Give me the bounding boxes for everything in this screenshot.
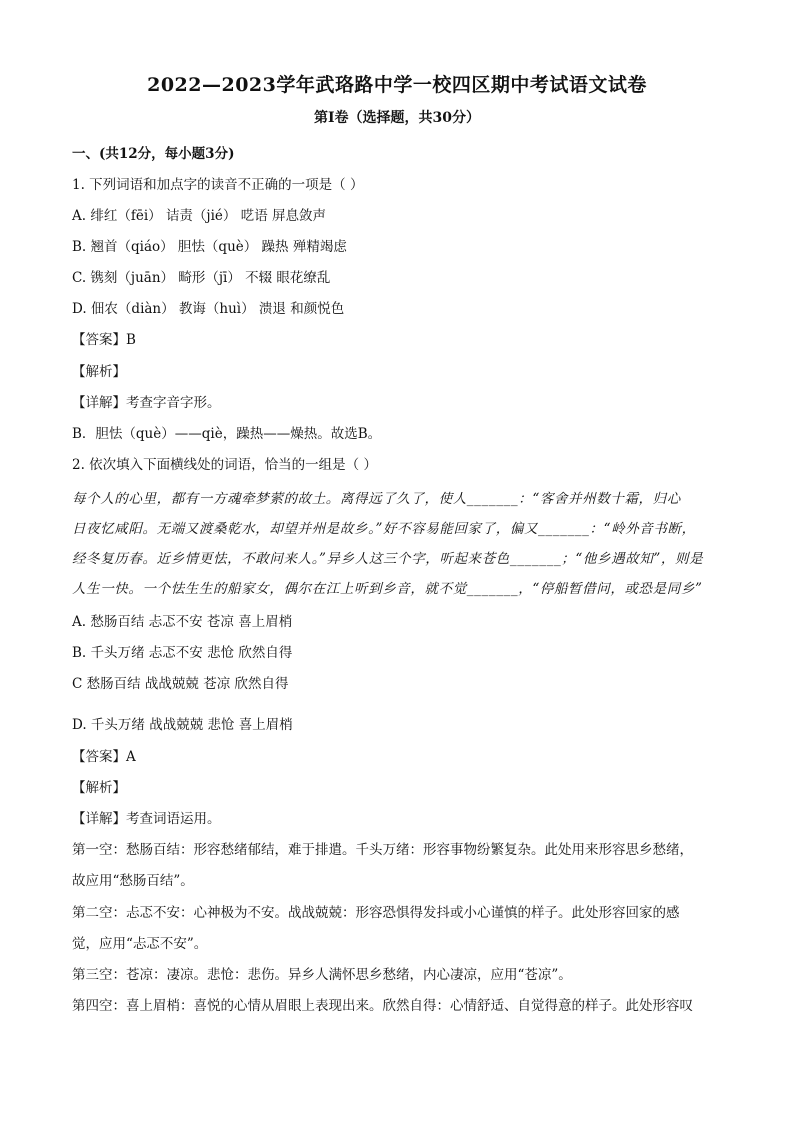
section-subtitle: 第Ⅰ卷（选择题，共30分） [313,110,481,126]
q1-option-d: D. 佃农（diàn） 教诲（huì） 溃退 和颜悦色 [72,301,345,317]
q2-detail: 【详解】考查词语运用。 [72,811,221,827]
q2-option-c: C 愁肠百结 战战兢兢 苍凉 欣然自得 [72,676,289,692]
q1-stem: 1. 下列词语和加点字的读音不正确的一项是（ ） [72,177,364,193]
q2-explanation-line: 第四空：喜上眉梢：喜悦的心情从眉眼上表现出来。欣然自得：心情舒适、自觉得意的样子。此处形容叹 [72,998,693,1014]
q2-explanation-line: 第二空：忐忑不安：心神极为不安。战战兢兢：形容恐惧得发抖或小心谨慎的样子。此处形容回家的感 [72,905,680,921]
q1-analysis: 【解析】 [72,364,126,380]
q1-option-b: B. 翘首（qiáo） 胆怯（què） 躁热 殚精竭虑 [72,239,347,255]
q2-explanation-line: 第一空：愁肠百结：形容愁绪郁结，难于排遣。千头万绪：形容事物纷繁复杂。此处用来形容思乡愁绪， [72,842,693,858]
q1-detail: 【详解】考查字音字形。 [72,395,221,411]
q2-passage-line: 每个人的心里，都有一方魂牵梦萦的故土。离得远了久了，使人_______：“客舍并州数十霜，归心 [72,491,681,507]
q2-analysis: 【解析】 [72,780,126,796]
q2-passage-line: 经冬复历春。近乡情更怯，不敢问来人。”异乡人这三个字，听起来苍色_______；“他乡遇故知”，则是 [72,551,704,567]
q1-option-a: A. 绯红（fēi） 诘责（jié） 呓语 屏息敛声 [72,208,327,224]
page-title: 2022—2023学年武珞路中学一校四区期中考试语文试卷 [147,74,647,96]
q2-passage-line: 日夜忆咸阳。无端又渡桑乾水，却望并州是故乡。”好不容易能回家了，偏又_______：“岭外音书断， [72,521,696,537]
q2-explanation-line: 故应用“愁肠百结”。 [72,873,194,889]
q1-option-c: C. 镌刻（juān） 畸形（jī） 不辍 眼花缭乱 [72,270,331,286]
q1-answer: 【答案】B [72,332,136,348]
q2-option-d: D. 千头万绪 战战兢兢 悲怆 喜上眉梢 [72,717,293,733]
q1-explanation: B．胆怯（què）——qiè，躁热——燥热。故选B。 [72,426,382,442]
q2-explanation-line: 觉，应用“忐忑不安”。 [72,936,208,952]
q2-option-b: B. 千头万绪 忐忑不安 悲怆 欣然自得 [72,645,293,661]
q2-passage-line: 人生一快。一个怯生生的船家女，偶尔在江上听到乡音，就不觉_______，“停船暂借问，或恐是同乡” [72,581,703,597]
q2-option-a: A. 愁肠百结 忐忑不安 苍凉 喜上眉梢 [72,614,293,630]
q2-stem: 2. 依次填入下面横线处的词语，恰当的一组是（ ） [72,457,377,473]
q2-answer: 【答案】A [72,749,136,765]
section-heading: 一、(共12分，每小题3分) [72,146,235,162]
q2-explanation-line: 第三空：苍凉：凄凉。悲怆：悲伤。异乡人满怀思乡愁绪，内心凄凉，应用“苍凉”。 [72,967,572,983]
